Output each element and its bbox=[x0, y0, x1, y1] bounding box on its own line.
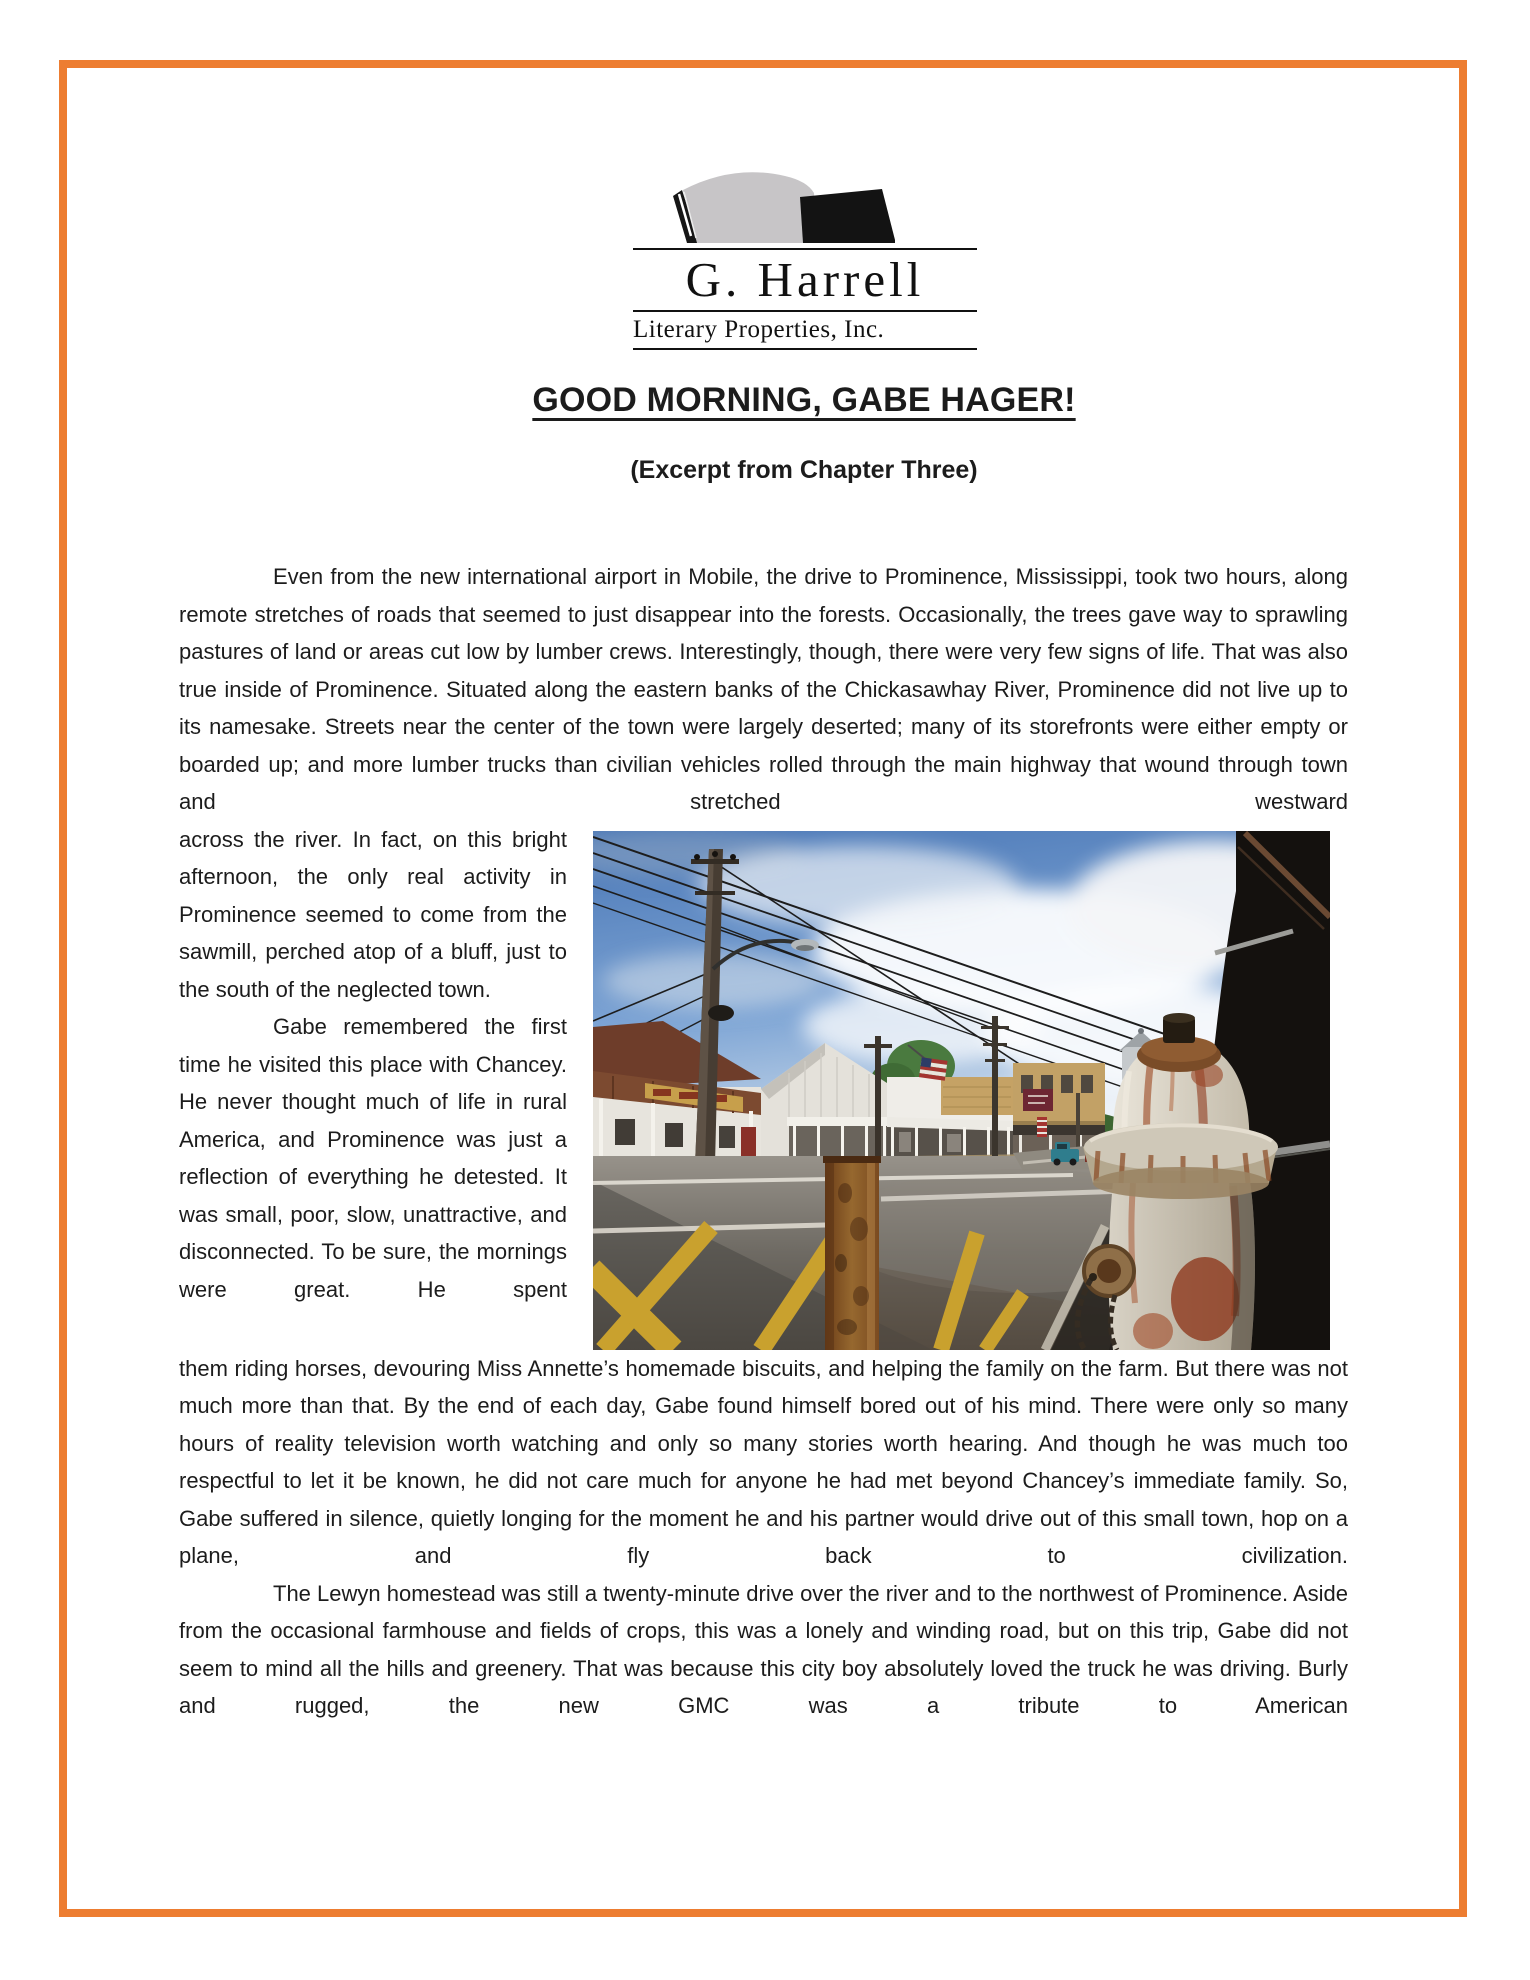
logo-company-name: G. Harrell bbox=[685, 252, 925, 307]
paragraph-3: The Lewyn homestead was still a twenty-minute drive over the river and to the northwest of Prominence. Aside from the occasional farmhouse and fields of crops, this was a lonely and winding road, but on this trip, Gabe did not seem to mind all the hills and greenery. That was because this city boy absolutely loved the truck he was driving. Burly and rugged, the new GMC was a tribute to American bbox=[179, 1580, 1348, 1718]
paragraph-1-full-width: Even from the new international airport in Mobile, the drive to Prominence, Mississippi, took two hours, along remote stretches of roads that seemed to just disappear into the forests. Occasionally, the trees gave way to sprawling pastures of land or areas cut low by lumber crews. Interestingly, though, there were very few signs of life. That was also true inside of Prominence. Situated along the eastern banks of the Chickasawhay River, Prominence did not live up to its namesake. Streets near the center of the town were largely deserted; many of its storefronts were either empty or boarded up; and more lumber trucks than civilian vehicles rolled through the main highway that wound through town and stretched westward bbox=[179, 564, 1348, 814]
open-book-icon bbox=[633, 170, 977, 243]
street-photo-illustration bbox=[593, 831, 1330, 1350]
logo-company-subtitle: Literary Properties, Inc. bbox=[633, 316, 885, 343]
rusty-post bbox=[823, 1156, 881, 1350]
page-title: GOOD MORNING, GABE HAGER! bbox=[532, 381, 1076, 419]
paragraph-2-wrapped-start: Gabe remembered the first time he visited this place with Chancey. He never thought much of life in rural America, and Prominence was just a reflection of everything he detested. It was small, poor, slow, unattractive, and disconnected. To be sure, the mornings were great. He spent bbox=[179, 1014, 567, 1302]
text-wrap-section bbox=[179, 821, 1348, 1350]
publisher-logo bbox=[633, 170, 977, 350]
logo-rule-bottom bbox=[633, 348, 977, 350]
wrapped-text-column bbox=[179, 821, 567, 1309]
body-text bbox=[179, 558, 1348, 1725]
street-photo bbox=[593, 831, 1330, 1350]
page-subtitle: (Excerpt from Chapter Three) bbox=[630, 456, 978, 484]
paragraph-1-wrapped-end: across the river. In fact, on this bright afternoon, the only real activity in Prominence seemed to come from the sawmill, perched atop of a bluff, just to the south of the neglected town. bbox=[179, 826, 567, 1002]
paragraph-2-full-width: them riding horses, devouring Miss Annette’s homemade biscuits, and helping the family on the farm. But there was not much more than that. By the end of each day, Gabe found himself bored out of his mind. There were only so many hours of reality television worth watching and only so many stories worth hearing. And though he was much too respectful to let it be known, he did not care much for anyone he had met beyond Chancey’s immediate family. So, Gabe suffered in silence, quietly longing for the moment he and his partner would drive out of this small town, hop on a plane, and fly back to civilization. bbox=[179, 1355, 1348, 1568]
